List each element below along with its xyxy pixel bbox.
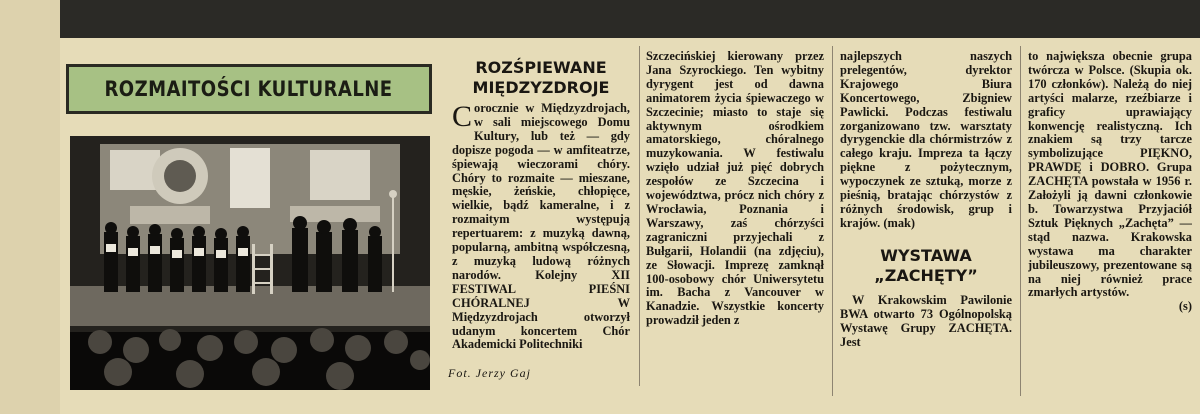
article1-headline-line2: MIĘDZYZDROJE <box>472 78 610 97</box>
article1-headline-line1: ROZŚPIEWANE <box>475 58 607 77</box>
page-margin <box>0 0 60 414</box>
section-heading-box <box>66 64 432 114</box>
section-title: ROZMAITOŚCI KULTURALNE <box>104 77 394 101</box>
article1-column-2 <box>646 50 824 398</box>
article1-col2-text: Szczecińskiej kierowany przez Jana Szyrockiego. Ten wybitny dyrygent jest od dawna animatorem życia śpiewaczego w Szczecinie; miasto to staje się aktywnym ośrodkiem amatorskiego, chóralnego muzykowania. W festiwalu wzięło udział już pięć dobrych zespołów ze Szczecina i województwa, prócz nich chóry z Wrocławia, Poznania i Warszawy, zaś chórzyści zagraniczni przyjechali z Bułgarii, Holandii (na zdjęciu), ze Słowacji. Imprezę zamknął 100-osobowy chór Uniwersytetu im. Bacha z Vancouver w Kanadzie. Wszystkie koncerty prowadził jeden z <box>646 50 824 328</box>
column-divider <box>1020 46 1021 396</box>
article1-col1-text: orocznie w Międzyzdrojach, w sali miejscowego Domu Kultury, lub też — gdy dopisze pogoda — w amfiteatrze, śpiewają wieczorami chóry. Chóry to rozmaite — mieszane, męskie, żeńskie, chłopięce, wielkie, bądź kameralne, i z rozmaitym występują repertuarem: z muzyką dawną, popularną, ambitną współczesną, z muzyką ludową różnych narodów. Kolejny XII FESTIWAL PIEŚNI CHÓRALNEJ W Międzyzdrojach otworzył udanym koncertem Chór Akademicki Politechniki <box>452 102 630 352</box>
article1-headline <box>448 58 634 98</box>
article2-headline-line1: WYSTAWA <box>880 246 972 265</box>
article1-col3-text: najlepszych naszych prelegentów, dyrektor Krajowego Biura Koncertowego, Zbigniew Pawlicki. Podczas festiwalu zorganizowano tzw. warsztaty dyrygenckie dla chórmistrzów z całego kraju. Impreza ta łączy piękne z pożytecznym, wypoczynek ze sztuką, morze z pieśnią, bratając chórzystów z różnych środowisk, grup i krajów. (mak) <box>840 50 1012 230</box>
column-divider <box>832 46 833 396</box>
article2-column-4 <box>1028 50 1192 400</box>
header-bar <box>60 0 1200 38</box>
photo-caption: Fot. Jerzy Gaj <box>448 366 531 380</box>
article2-col4-text: to największa obecnie grupa twórcza w Polsce. (Skupia ok. 170 członków). Należą do niej artyści malarze, rzeźbiarze i graficy uprawiający konwencję realistyczną. Ich znakiem są trzy tarcze symbolizujące PIĘKNO, PRAWDĘ i DOBRO. Grupa ZACHĘTA powstała w 1956 r. Założyli ją dawni członkowie b. Towarzystwa Przyjaciół Sztuk Pięknych „Zachęta” — stąd nazwa. Krakowska wystawa ma charakter jubileuszowy, prezentowane są na niej również prace zmarłych artystów. <box>1028 50 1192 300</box>
article2-headline-line2: „ZACHĘTY” <box>874 266 978 285</box>
article2-signoff: (s) <box>1178 299 1192 314</box>
drop-cap: C <box>452 102 473 133</box>
choir-photo <box>70 136 430 390</box>
column-divider <box>639 46 640 386</box>
article2-col3-text: W Krakowskim Pawilonie BWA otwarto 73 Ogólnopolską Wystawę Grupy ZACHĘTA. Jest <box>840 294 1012 349</box>
article2-column-3 <box>840 294 1012 398</box>
article2-headline <box>840 246 1012 286</box>
article1-column-1 <box>452 102 630 358</box>
article1-column-3 <box>840 50 1012 240</box>
choir-photo-graphic <box>70 136 430 390</box>
